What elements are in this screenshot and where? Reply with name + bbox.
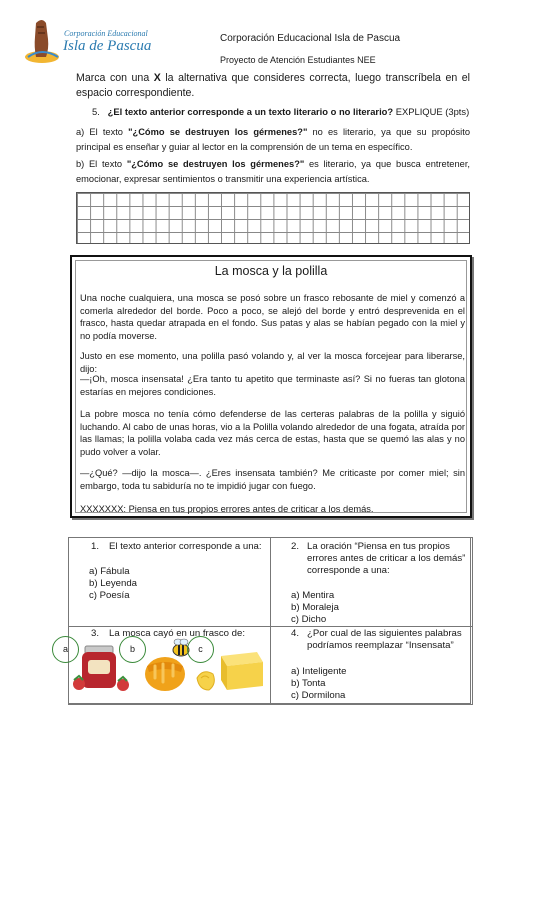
story-title: La mosca y la polilla (214, 264, 328, 278)
instructions-post: la alternativa que consideres correcta, luego transcríbela en el espacio correspondiente. (76, 72, 470, 99)
question-2-option[interactable]: c) Dicho (291, 614, 327, 625)
question-1-text: El texto anterior corresponde a una: (109, 541, 262, 552)
story-paragraph: —¡Oh, mosca insensata! ¿Era tanto tu apetito que terminaste así? Si no fueras tan glotona estarías en mejores condiciones. (80, 374, 465, 397)
question-1-option[interactable]: b) Leyenda (89, 578, 138, 589)
question5-points: EXPLIQUE (3pts) (393, 106, 470, 117)
question-2-number: 2. (291, 541, 300, 552)
logo-title: Isla de Pascua (63, 38, 152, 54)
question-4-option[interactable]: b) Tonta (291, 678, 326, 689)
story-moral: XXXXXXX: Piensa en tus propios errores antes de criticar a los demás. (80, 504, 374, 514)
story-paragraph: Justo en ese momento, una polilla pasó volando y, al ver la mosca forcejear para liberarse, dijo: (80, 351, 465, 374)
logo-subtitle: Corporación Educacional (64, 29, 148, 38)
header-project: Proyecto de Atención Estudiantes NEE (220, 55, 376, 65)
header-institution: Corporación Educacional Isla de Pascua (220, 33, 401, 44)
story-box (70, 255, 472, 518)
instructions (76, 71, 470, 100)
question-4-text: podríamos reemplazar “Insensata” (307, 640, 454, 651)
option-a-post: no es literario, ya que su propósito principal es enseñar y guiar al lector en la comprensión de un tema en específico. (76, 127, 470, 152)
question-3-text: La mosca cayó en un frasco de: (109, 628, 245, 639)
question-4-option[interactable]: c) Dormilona (291, 690, 346, 701)
question-4-number: 4. (291, 628, 300, 639)
question-3-number: 3. (91, 628, 100, 639)
questions-table (68, 537, 471, 704)
question-1-option[interactable]: c) Poesía (89, 590, 130, 601)
question5-option-b (76, 157, 470, 186)
question-2-text: errores antes de criticar a los demás” (307, 553, 466, 564)
school-logo (24, 17, 154, 65)
question5-text: ¿El texto anterior corresponde a un texto literario o no literario? (107, 106, 394, 117)
option-b-title: "¿Cómo se destruyen los gérmenes?" (126, 159, 305, 169)
option-a-title: "¿Cómo se destruyen los gérmenes?" (128, 127, 308, 137)
question-2-text: La oración “Piensa en tus propios (307, 541, 450, 552)
option-b-post: es literario, ya que busca entretener, emocionar, expresar sentimientos o transmitir una experiencia artística. (76, 159, 470, 184)
question-4-text: ¿Por cual de las siguientes palabras (307, 628, 462, 639)
option-b-pre: b) El texto (76, 159, 127, 169)
option-a-pre: a) El texto (76, 127, 129, 137)
option-c-circle[interactable]: c (187, 636, 214, 663)
logo-moai-icon (24, 17, 64, 65)
question5-option-a (76, 125, 470, 154)
question5-prompt (92, 105, 472, 119)
option-a-circle[interactable]: a (52, 636, 79, 663)
question5-number: 5. (92, 106, 100, 117)
question-4-option[interactable]: a) Inteligente (291, 666, 347, 677)
option-b-circle[interactable]: b (119, 636, 146, 663)
question-1-number: 1. (91, 541, 100, 552)
question-2-text: corresponde a una: (307, 565, 390, 576)
instructions-pre: Marca con una (76, 72, 154, 84)
story-paragraph: —¿Qué? —dijo la mosca—. ¿Eres insensata también? Me criticaste por comer miel; sin embargo, toda tu sabiduría no te impidió jugar con fuego. (80, 468, 465, 491)
story-paragraph: La pobre mosca no tenía cómo defenderse de las certeras palabras de la polilla y siguió luchando. Al cabo de unas horas, vio a la Polilla volando alrededor de una fogata, atraída por las llamas; la polilla volaba cada vez más cerca de estas, hasta que se quemó las alas y no pudo volver a volar. (80, 409, 465, 457)
story-paragraph: Una noche cualquiera, una mosca se posó sobre un frasco rebosante de miel y comenzó a comerla alrededor del borde. Poco a poco, se alejó del borde y entró desprevenida en el frasco, hasta quedar atrapada en el fondo. Sus patas y alas se habían pegado con la miel y no podía moverse. (80, 293, 465, 341)
question-1-option[interactable]: a) Fábula (89, 566, 130, 577)
instructions-x: X (153, 72, 161, 84)
question-2-option[interactable]: a) Mentira (291, 590, 335, 601)
answer-grid[interactable] (76, 192, 470, 244)
question-2-option[interactable]: b) Moraleja (291, 602, 339, 613)
